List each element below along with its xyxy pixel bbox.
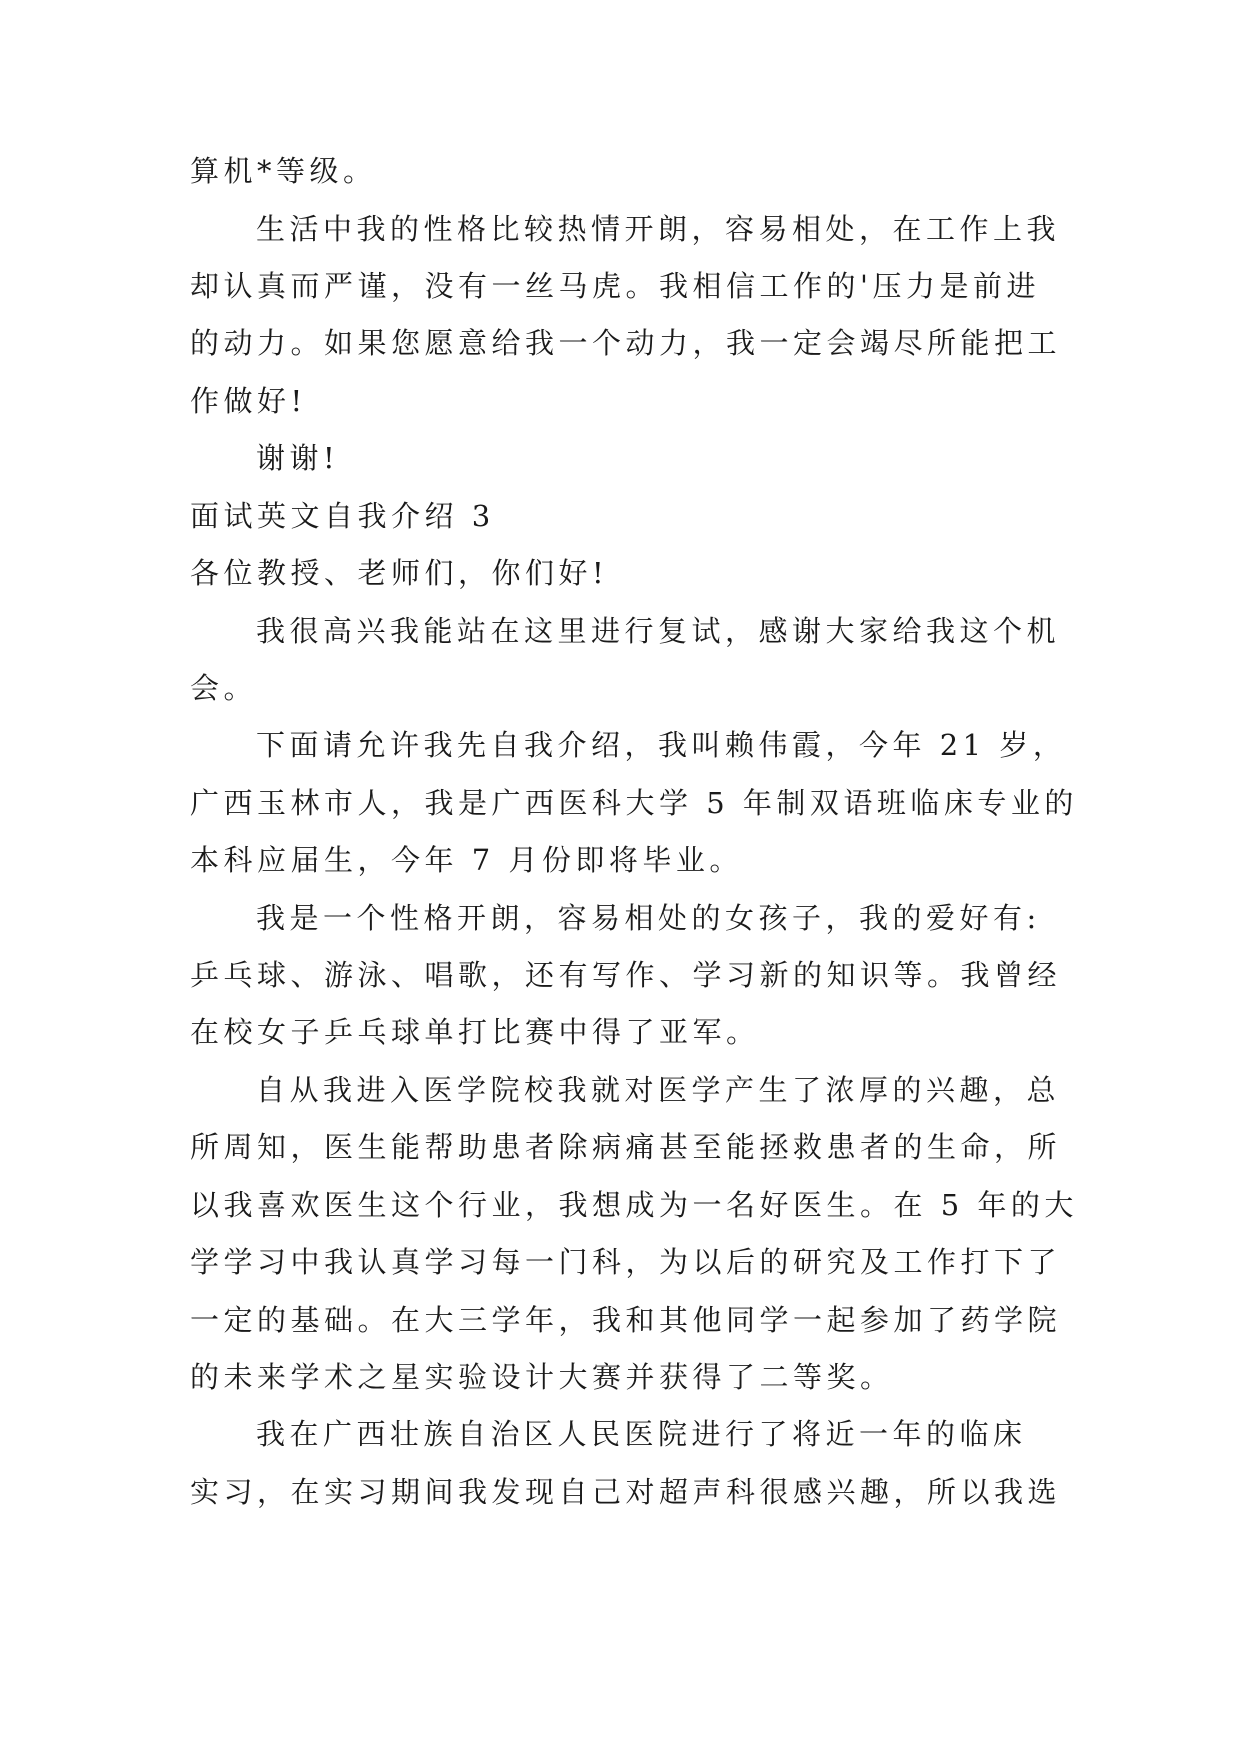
text-line: 实习，在实习期间我发现自己对超声科很感兴趣，所以我选	[190, 1475, 1062, 1509]
paragraph-line: 生活中我的性格比较热情开朗，容易相处，在工作上我	[256, 212, 1061, 246]
text-line: 乒乓球、游泳、唱歌，还有写作、学习新的知识等。我曾经	[190, 958, 1062, 992]
text-line: 本科应届生，今年 7 月份即将毕业。	[190, 843, 743, 877]
text-line: 所周知，医生能帮助患者除病痛甚至能拯救患者的生命，所	[190, 1130, 1062, 1164]
text-line: 一定的基础。在大三学年，我和其他同学一起参加了药学院	[190, 1303, 1062, 1337]
paragraph-line: 我在广西壮族自治区人民医院进行了将近一年的临床	[256, 1417, 1027, 1451]
paragraph-line: 自从我进入医学院校我就对医学产生了浓厚的兴趣，总	[256, 1073, 1061, 1107]
section-heading: 面试英文自我介绍 3	[190, 499, 495, 533]
text-line: 在校女子乒乓球单打比赛中得了亚军。	[190, 1015, 760, 1049]
text-line: 学学习中我认真学习每一门科，为以后的研究及工作打下了	[190, 1245, 1062, 1279]
paragraph-line: 谢谢!	[256, 441, 340, 475]
paragraph-line: 我很高兴我能站在这里进行复试，感谢大家给我这个机	[256, 614, 1061, 648]
text-line: 以我喜欢医生这个行业，我想成为一名好医生。在 5 年的大	[190, 1188, 1078, 1222]
salutation: 各位教授、老师们，你们好!	[190, 556, 609, 590]
text-line: 作做好!	[190, 384, 307, 418]
text-line: 的未来学术之星实验设计大赛并获得了二等奖。	[190, 1360, 894, 1394]
text-line: 的动力。如果您愿意给我一个动力，我一定会竭尽所能把工	[190, 326, 1062, 360]
text-line: 却认真而严谨，没有一丝马虎。我相信工作的'压力是前进	[190, 269, 1040, 303]
paragraph-line: 我是一个性格开朗，容易相处的女孩子，我的爱好有:	[256, 901, 1041, 935]
text-line: 广西玉林市人，我是广西医科大学 5 年制双语班临床专业的	[190, 786, 1078, 820]
text-line: 会。	[190, 671, 258, 705]
text-line: 算机*等级。	[190, 154, 377, 188]
paragraph-line: 下面请允许我先自我介绍，我叫赖伟霞，今年 21 岁，	[256, 728, 1067, 762]
